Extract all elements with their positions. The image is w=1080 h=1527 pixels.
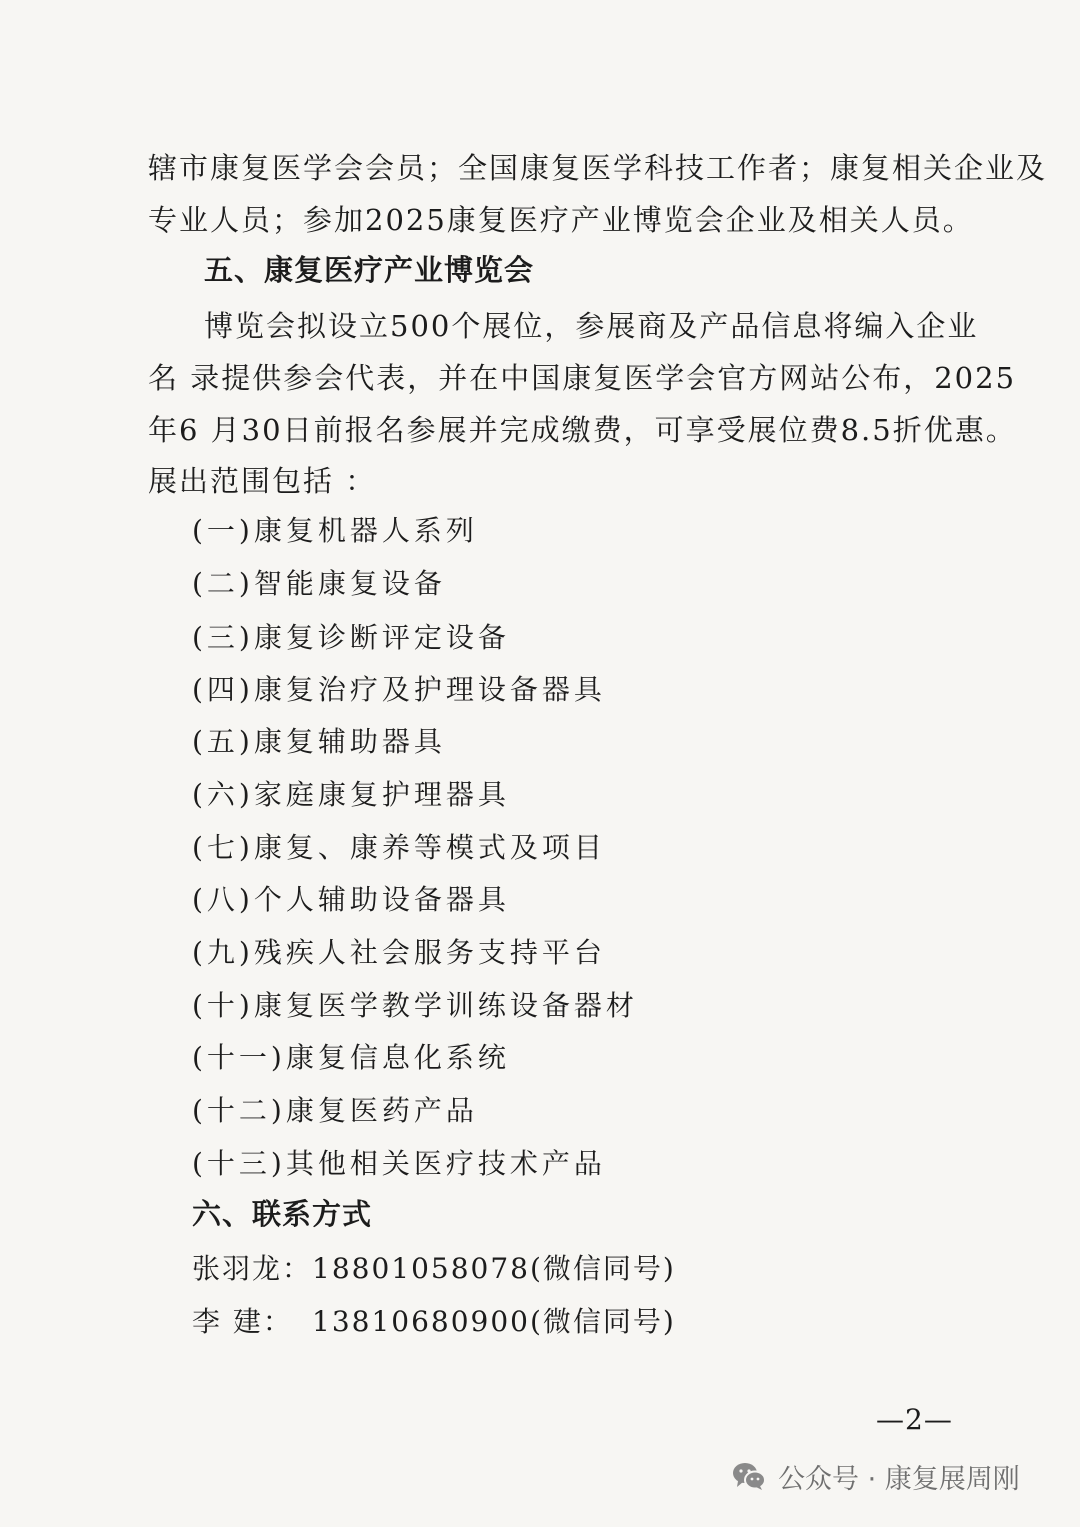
section-5-paragraph-line-1: 博览会拟设立500个展位，参展商及产品信息将编入企业 <box>204 309 979 343</box>
section-5-heading: 五、康复医疗产业博览会 <box>204 253 535 287</box>
exhibit-list-item: (一)康复机器人系列 <box>192 514 478 547</box>
exhibit-list-item: (二)智能康复设备 <box>192 567 446 600</box>
contact-phone: 13810680900(微信同号) <box>312 1305 676 1338</box>
section-6-heading: 六、联系方式 <box>192 1197 373 1231</box>
exhibit-list-item: (十三)其他相关医疗技术产品 <box>192 1147 606 1180</box>
wechat-watermark <box>732 1452 1020 1500</box>
contact-row <box>192 1302 676 1342</box>
page-number: —2— <box>876 1403 953 1436</box>
exhibit-list-item: (十一)康复信息化系统 <box>192 1041 510 1074</box>
contact-name: 张羽龙： <box>192 1252 313 1285</box>
contact-row <box>192 1249 676 1289</box>
exhibit-list-item: (十)康复医学教学训练设备器材 <box>192 989 638 1022</box>
watermark-text: 公众号 · 康复展周刚 <box>778 1463 1020 1495</box>
contact-name: 李 建： <box>192 1305 293 1338</box>
section-5-paragraph-line-4: 展出范围包括 ： <box>148 464 377 498</box>
wechat-icon <box>732 1461 766 1491</box>
section-5-paragraph-line-2: 名 录提供参会代表，并在中国康复医学会官方网站公布，2025 <box>148 361 1017 395</box>
exhibit-list-item: (四)康复治疗及护理设备器具 <box>192 673 606 706</box>
intro-line-1: 辖市康复医学会会员；全国康复医学科技工作者；康复相关企业及 <box>148 151 1048 185</box>
intro-line-2: 专业人员；参加2025康复医疗产业博览会企业及相关人员。 <box>148 203 974 237</box>
exhibit-list-item: (三)康复诊断评定设备 <box>192 621 510 654</box>
section-5-paragraph-line-3: 年6 月30日前报名参展并完成缴费，可享受展位费8.5折优惠。 <box>148 413 1017 447</box>
exhibit-list-item: (五)康复辅助器具 <box>192 725 446 758</box>
exhibit-list-item: (六)家庭康复护理器具 <box>192 778 510 811</box>
exhibit-list-item: (七)康复、康养等模式及项目 <box>192 831 606 864</box>
exhibit-list-item: (八)个人辅助设备器具 <box>192 883 510 916</box>
exhibit-list-item: (九)残疾人社会服务支持平台 <box>192 936 606 969</box>
contact-phone: 18801058078(微信同号) <box>312 1252 676 1285</box>
exhibit-list-item: (十二)康复医药产品 <box>192 1094 478 1127</box>
